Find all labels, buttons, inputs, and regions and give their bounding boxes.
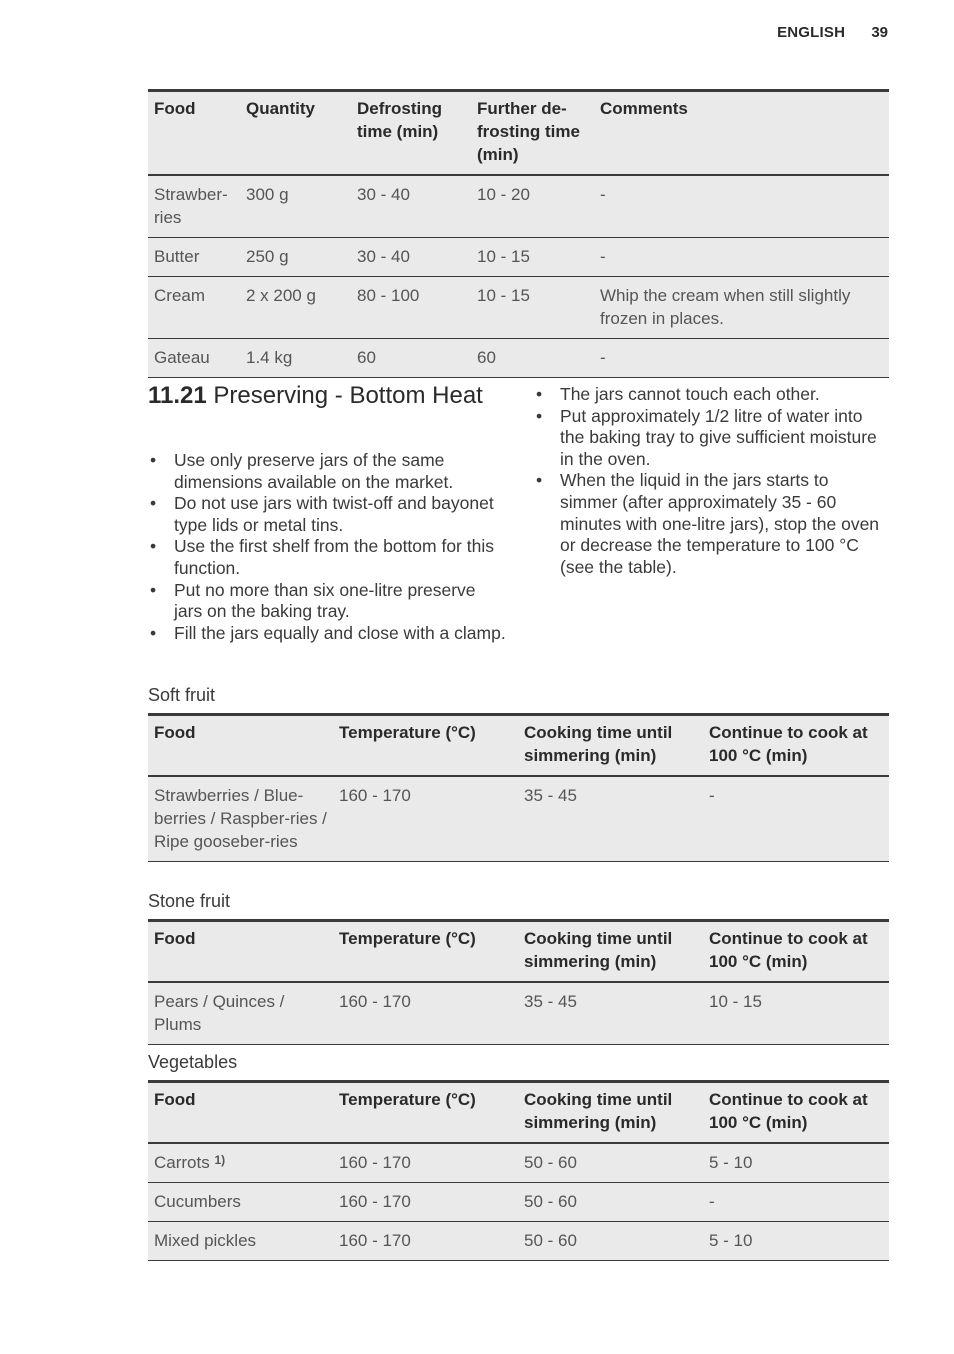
column-header: Comments [594,91,889,176]
table-cell: 60 [351,339,471,378]
table-cell: 5 - 10 [703,1222,889,1261]
table-cell: 60 [471,339,594,378]
table-cell: Strawber-ries [148,175,240,238]
bullet-list-left [148,450,508,644]
language-label: ENGLISH [777,24,846,41]
column-header: Continue to cook at 100 °C (min) [703,1082,889,1144]
column-header: Cooking time until simmering (min) [518,715,703,777]
table-cell: 2 x 200 g [240,277,351,339]
table-row [148,339,889,378]
column-header: Food [148,1082,333,1144]
vegetables-title: Vegetables [148,1052,238,1072]
table-cell: 5 - 10 [703,1143,889,1183]
table-row [148,982,889,1045]
column-header: Cooking time until simmering (min) [518,1082,703,1144]
table-row [148,1183,889,1222]
table-cell: - [594,339,889,378]
column-header: Defrosting time (min) [351,91,471,176]
table-header-row [148,715,889,777]
column-header: Further de-frosting time (min) [471,91,594,176]
table-cell: Cucumbers [148,1183,333,1222]
table-cell: 160 - 170 [333,1143,518,1183]
column-header: Temperature (°C) [333,715,518,777]
food-name: Carrots [154,1153,210,1172]
column-header: Food [148,715,333,777]
list-item: • Put no more than six one-litre preserve jars on the baking tray. [148,580,508,623]
table-cell: 160 - 170 [333,1222,518,1261]
table-cell: Strawberries / Blue-berries / Raspber-ries / Ripe gooseber-ries [148,776,333,862]
footnote-mark: 1) [214,1153,226,1167]
list-item: • Do not use jars with twist-off and bayonet type lids or metal tins. [148,493,508,536]
table-header-row [148,91,889,176]
table-cell: - [703,1183,889,1222]
table-row [148,1143,889,1183]
table-cell: 160 - 170 [333,1183,518,1222]
section-heading [148,382,488,410]
table-cell: 1.4 kg [240,339,351,378]
table-cell: - [703,776,889,862]
table-row [148,238,889,277]
column-header: Food [148,921,333,983]
table-cell: 10 - 15 [471,277,594,339]
bullet-list-right [534,384,884,578]
table-cell [148,1143,333,1183]
list-item: • Use only preserve jars of the same dimensions available on the market. [148,450,508,493]
soft-fruit-table [148,713,889,862]
table-cell: 30 - 40 [351,175,471,238]
table-cell: 35 - 45 [518,982,703,1045]
table-cell: Butter [148,238,240,277]
page-number: 39 [871,24,888,41]
soft-fruit-title: Soft fruit [148,685,216,705]
table-header-row [148,1082,889,1144]
table-cell: 10 - 15 [703,982,889,1045]
table-row [148,277,889,339]
list-item: • The jars cannot touch each other. [534,384,884,406]
list-item: • Use the first shelf from the bottom for this function. [148,536,508,579]
table-cell: 160 - 170 [333,982,518,1045]
table-cell: 30 - 40 [351,238,471,277]
page-header [777,24,888,41]
section-title: Preserving - Bottom Heat [213,382,483,409]
column-header: Food [148,91,240,176]
table-cell: Whip the cream when still slightly frozen in places. [594,277,889,339]
list-item: • Fill the jars equally and close with a clamp. [148,623,508,645]
column-header: Continue to cook at 100 °C (min) [703,921,889,983]
column-header: Temperature (°C) [333,921,518,983]
table-cell: 50 - 60 [518,1143,703,1183]
table-cell: Gateau [148,339,240,378]
column-header: Temperature (°C) [333,1082,518,1144]
table-cell: Pears / Quinces / Plums [148,982,333,1045]
table-cell: 300 g [240,175,351,238]
table-row [148,1222,889,1261]
vegetables-table [148,1080,889,1261]
table-cell: 10 - 20 [471,175,594,238]
table-cell: - [594,175,889,238]
table-cell: 50 - 60 [518,1183,703,1222]
table-cell: - [594,238,889,277]
list-item: • When the liquid in the jars starts to simmer (after approximately 35 - 60 minutes with one-litre jars), stop the oven or decrease the temperature to 100 °C (see the table). [534,470,884,578]
table-cell: Mixed pickles [148,1222,333,1261]
table-cell: 50 - 60 [518,1222,703,1261]
stone-fruit-table [148,919,889,1045]
table-cell: Cream [148,277,240,339]
column-header: Cooking time until simmering (min) [518,921,703,983]
table-header-row [148,921,889,983]
stone-fruit-title: Stone fruit [148,891,231,911]
section-number: 11.21 [148,382,207,409]
table-row [148,776,889,862]
table-cell: 80 - 100 [351,277,471,339]
column-header: Continue to cook at 100 °C (min) [703,715,889,777]
list-item: • Put approximately 1/2 litre of water into the baking tray to give sufficient moisture in the oven. [534,406,884,471]
defrost-table [148,89,889,378]
table-cell: 160 - 170 [333,776,518,862]
column-header: Quantity [240,91,351,176]
table-cell: 250 g [240,238,351,277]
table-cell: 35 - 45 [518,776,703,862]
table-row [148,175,889,238]
table-cell: 10 - 15 [471,238,594,277]
